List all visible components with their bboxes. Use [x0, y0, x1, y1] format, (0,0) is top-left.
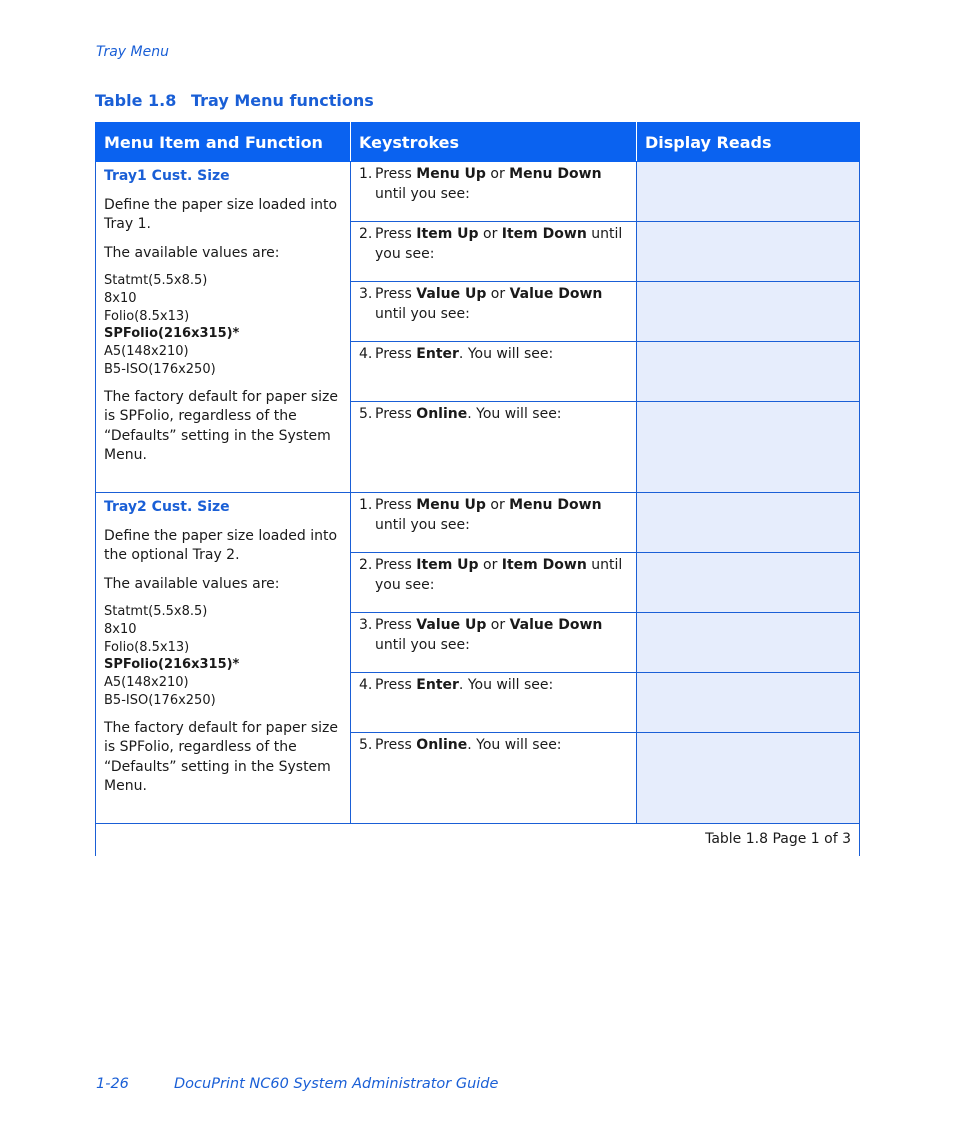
header-keystrokes: Keystrokes [351, 123, 637, 162]
table-page-indicator: Table 1.8 Page 1 of 3 [96, 824, 860, 857]
running-head: Tray Menu [96, 44, 169, 60]
menu-item-title: Tray1 Cust. Size [104, 168, 230, 184]
step-number: 5. [359, 737, 373, 753]
table-row [96, 162, 860, 222]
step-text: Press Enter. You will see: [375, 677, 554, 693]
menu-item-title: Tray2 Cust. Size [104, 499, 230, 515]
key-name: Menu Down [509, 166, 602, 182]
key-name: Item Down [501, 557, 587, 573]
step-text: Press Menu Up or Menu Down until you see: [375, 497, 602, 533]
step-text: Press Online. You will see: [375, 737, 562, 753]
key-name: Value Down [509, 286, 603, 302]
values-list [104, 603, 342, 710]
keystroke-cell [351, 673, 637, 733]
table-title: Tray Menu functions [191, 91, 374, 110]
step-number: 1. [359, 166, 373, 182]
table-caption [95, 91, 374, 110]
factory-default-note: The factory default for paper size is SPFolio, regardless of the “Defaults” setting in the System Menu. [104, 719, 338, 795]
tray-menu-table [95, 122, 860, 856]
values-list [104, 272, 342, 379]
keystroke-cell [351, 402, 637, 493]
key-name: Enter [416, 677, 459, 693]
step-text: Press Value Up or Value Down until you see: [375, 286, 603, 322]
key-name: Online [416, 406, 468, 422]
values-intro: The available values are: [104, 244, 280, 261]
function-cell-tray1 [96, 162, 351, 493]
key-name: Online [416, 737, 468, 753]
value-option: Folio(8.5x13) [104, 639, 190, 655]
value-option-default: SPFolio(216x315)* [104, 326, 240, 342]
step-text: Press Item Up or Item Down until you see: [375, 226, 623, 262]
keystroke-cell [351, 733, 637, 824]
value-option: Folio(8.5x13) [104, 308, 190, 324]
keystroke-cell [351, 342, 637, 402]
display-cell [637, 673, 860, 733]
key-name: Menu Down [509, 497, 602, 513]
item-description: Define the paper size loaded into Tray 1. [104, 196, 338, 232]
step-text: Press Item Up or Item Down until you see: [375, 557, 623, 593]
step-number: 4. [359, 677, 373, 693]
key-name: Value Down [509, 617, 603, 633]
function-cell-tray2 [96, 493, 351, 824]
keystroke-cell [351, 553, 637, 613]
value-option: 8x10 [104, 290, 137, 306]
page-number: 1-26 [96, 1076, 129, 1092]
table-header-row [96, 123, 860, 162]
display-cell [637, 553, 860, 613]
value-option: Statmt(5.5x8.5) [104, 604, 208, 619]
keystroke-cell [351, 222, 637, 282]
key-name: Item Up [416, 226, 479, 242]
value-option: B5-ISO(176x250) [104, 361, 216, 377]
step-text: Press Value Up or Value Down until you see: [375, 617, 603, 653]
step-number: 2. [359, 226, 373, 242]
factory-default-note: The factory default for paper size is SPFolio, regardless of the “Defaults” setting in the System Menu. [104, 388, 338, 464]
key-name: Item Down [501, 226, 587, 242]
key-name: Value Up [416, 617, 487, 633]
step-number: 1. [359, 497, 373, 513]
step-number: 2. [359, 557, 373, 573]
key-name: Enter [416, 346, 459, 362]
step-text: Press Enter. You will see: [375, 346, 554, 362]
page-footer [96, 1076, 498, 1092]
header-menu-item: Menu Item and Function [96, 123, 351, 162]
value-option: A5(148x210) [104, 675, 189, 691]
step-text: Press Online. You will see: [375, 406, 562, 422]
key-name: Menu Up [416, 166, 486, 182]
key-name: Menu Up [416, 497, 486, 513]
value-option: B5-ISO(176x250) [104, 692, 216, 708]
value-option: 8x10 [104, 621, 137, 637]
table-number: Table 1.8 [95, 91, 177, 110]
display-cell [637, 162, 860, 222]
keystroke-cell [351, 162, 637, 222]
display-cell [637, 282, 860, 342]
table-row [96, 493, 860, 553]
value-option: Statmt(5.5x8.5) [104, 273, 208, 288]
value-option-default: SPFolio(216x315)* [104, 657, 240, 673]
step-number: 3. [359, 617, 373, 633]
guide-title: DocuPrint NC60 System Administrator Guide [174, 1076, 499, 1092]
display-cell [637, 402, 860, 493]
value-option: A5(148x210) [104, 344, 189, 360]
table-footer-row [96, 824, 860, 857]
key-name: Value Up [416, 286, 487, 302]
display-cell [637, 733, 860, 824]
item-description: Define the paper size loaded into the optional Tray 2. [104, 527, 338, 563]
keystroke-cell [351, 613, 637, 673]
step-number: 3. [359, 286, 373, 302]
header-display-reads: Display Reads [637, 123, 860, 162]
display-cell [637, 342, 860, 402]
display-cell [637, 222, 860, 282]
keystroke-cell [351, 493, 637, 553]
step-number: 4. [359, 346, 373, 362]
key-name: Item Up [416, 557, 479, 573]
step-text: Press Menu Up or Menu Down until you see: [375, 166, 602, 202]
values-intro: The available values are: [104, 575, 280, 592]
step-number: 5. [359, 406, 373, 422]
keystroke-cell [351, 282, 637, 342]
display-cell [637, 613, 860, 673]
display-cell [637, 493, 860, 553]
